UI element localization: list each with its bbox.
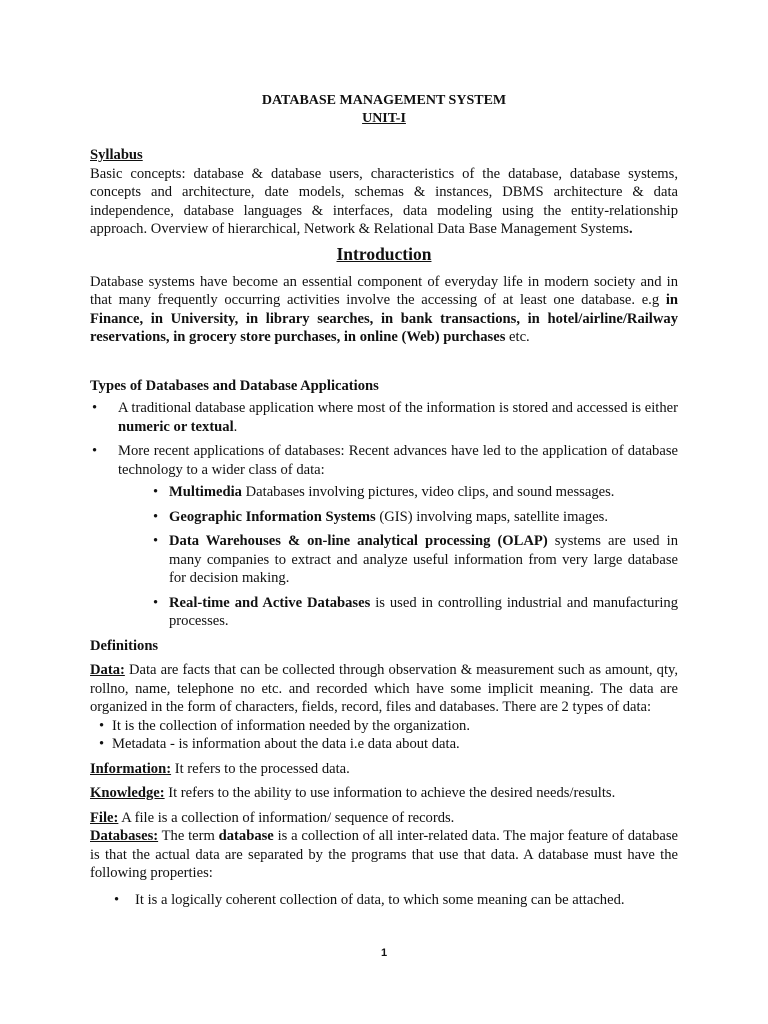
page-content: [90, 92, 678, 909]
syllabus-body: Basic concepts: database & database users, characteristics of the database, database systems, concepts and architecture, date models, schemas & instances, DBMS architecture & data independence, database languages & interfaces, data modeling using the entity-relationship approach. Overview of hierarchical, Network & Relational Data Base Management Systems: [90, 165, 678, 237]
database-bold: database: [218, 828, 274, 844]
list-item: [90, 508, 678, 527]
unit-title: UNIT-I: [362, 111, 406, 126]
definitions-heading: Definitions: [90, 637, 159, 654]
data-definition: [90, 661, 678, 717]
bullet-bold: numeric or textual: [118, 418, 234, 435]
bullet-text: A traditional database application where most of the information is stored and accessed is either: [118, 400, 678, 416]
knowledge-label: Knowledge:: [90, 785, 165, 801]
data-label: Data:: [90, 662, 125, 678]
knowledge-text: It refers to the ability to use information to achieve the desired needs/results.: [164, 785, 616, 801]
syllabus-text: [90, 165, 678, 239]
list-item: [90, 483, 678, 502]
file-definition: [90, 809, 678, 828]
bullet-end: .: [233, 418, 238, 435]
app-desc: systems are used in many companies to extract and analyze useful information from very large database for decision making.: [169, 533, 678, 586]
document-title: DATABASE MANAGEMENT SYSTEM: [261, 93, 507, 108]
intro-end: etc.: [505, 329, 530, 345]
intro-text: Database systems have become an essential component of everyday life in modern society and in that many frequently occurring activities involve the accessing of at least one database. e.g: [90, 273, 678, 308]
app-desc: (GIS) involving maps, satellite images.: [375, 508, 608, 525]
list-item: [90, 399, 678, 436]
types-list: [90, 399, 678, 479]
types-heading: Types of Databases and Database Applications: [90, 377, 379, 394]
list-item: [90, 532, 678, 588]
list-item: • Metadata - is information about the data i.e data about data.: [90, 735, 678, 754]
list-item: • It is a logically coherent collection of data, to which some meaning can be attached.: [90, 891, 678, 910]
database-definition: [90, 827, 678, 883]
app-name: Data Warehouses & on-line analytical processing (OLAP): [169, 533, 548, 549]
app-name: Real-time and Active Databases: [169, 594, 371, 611]
applications-list: [90, 483, 678, 631]
introduction-paragraph: [90, 273, 678, 347]
introduction-heading: Introduction: [336, 243, 432, 264]
file-text: A file is a collection of information/ sequence of records.: [118, 809, 455, 826]
info-text: It refers to the processed data.: [171, 760, 350, 777]
knowledge-definition: [90, 784, 678, 803]
bullet-text: More recent applications of databases: Recent advances have led to the application of database technology to a wider class of data:: [118, 443, 678, 478]
info-label: Information:: [90, 760, 172, 777]
information-definition: [90, 760, 678, 779]
syllabus-heading: Syllabus: [90, 147, 143, 163]
data-types-list: [90, 717, 678, 754]
database-text: The term: [158, 828, 219, 844]
syllabus-period: .: [628, 221, 633, 237]
list-item: [90, 442, 678, 479]
data-text: Data are facts that can be collected through observation & measurement such as amount, qty, rollno, name, telephone no etc. and recorded which have some implicit meaning. The data are organized in the form of characters, fields, record, files and databases. There are 2 types of data:: [90, 662, 678, 715]
page-number: 1: [380, 947, 388, 959]
file-label: File:: [90, 809, 119, 826]
list-item: • It is the collection of information needed by the organization.: [90, 717, 678, 736]
app-desc: Databases involving pictures, video clips, and sound messages.: [241, 484, 615, 500]
intro-examples: in Finance, in University, in library searches, in bank transactions, in hotel/airline/Railway reservations, in grocery store purchases, in online (Web) purchases: [90, 292, 678, 345]
list-item: [90, 594, 678, 631]
app-name: Geographic Information Systems: [169, 508, 376, 525]
database-properties-list: [90, 891, 678, 910]
app-name: Multimedia: [169, 484, 242, 500]
app-desc: is used in controlling industrial and manufacturing processes.: [169, 594, 678, 629]
database-text-rest: is a collection of all inter-related data. The major feature of database is that the actual data are separated by the programs that use that data. A database must have the following properties:: [90, 828, 678, 881]
database-label: Databases:: [90, 828, 159, 844]
